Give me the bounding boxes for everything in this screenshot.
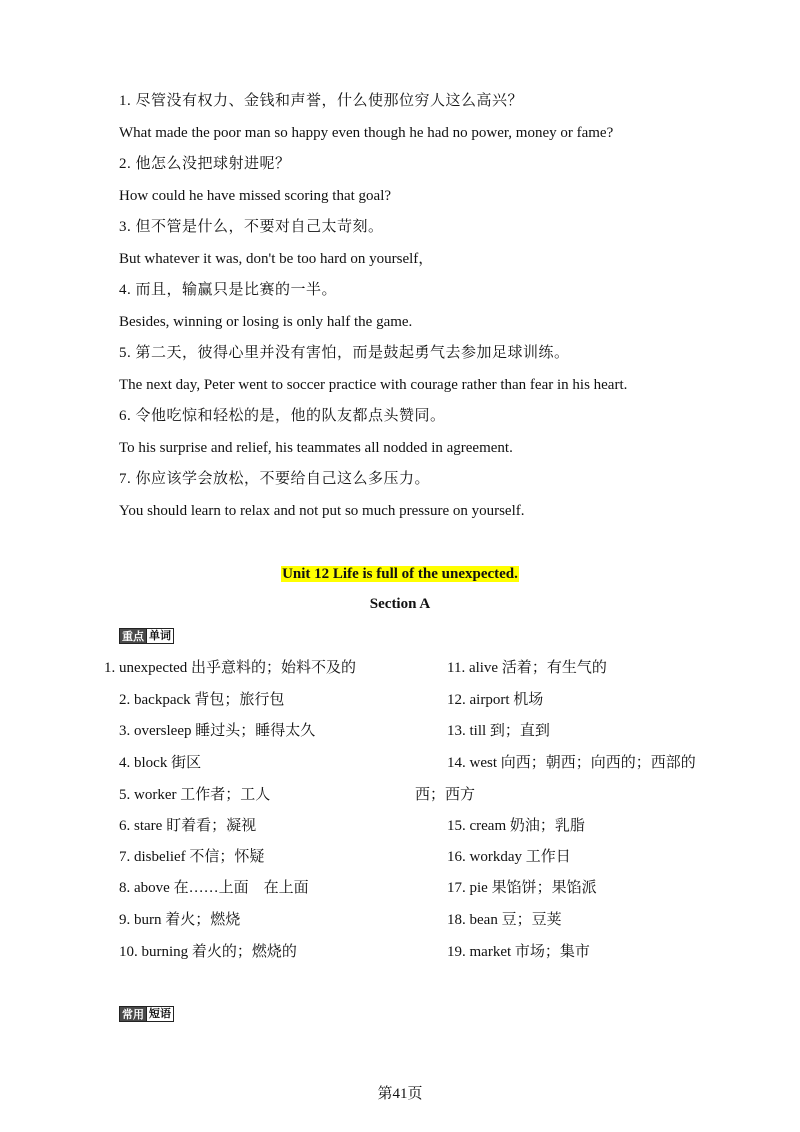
sentence-1-en: What made the poor man so happy even though he had no power, money or fame?: [119, 125, 614, 141]
vocab-item-6: 6. stare 盯着看；凝视: [119, 818, 257, 834]
common-phrases-tag: [119, 1006, 174, 1022]
sentence-2-zh: 2. 他怎么没把球射进呢？: [119, 156, 291, 172]
sentence-7-zh: 7. 你应该学会放松，不要给自己这么多压力。: [119, 471, 431, 487]
vocab-item-13: 13. till 到；直到: [447, 723, 550, 739]
sentence-6-en: To his surprise and relief, his teammates all nodded in agreement.: [119, 440, 513, 456]
vocab-item-8: 8. above 在……上面 在上面: [119, 880, 309, 896]
vocab-item-19: 19. market 市场；集市: [447, 944, 590, 960]
section-title: Section A: [369, 596, 431, 612]
vocab-item-7: 7. disbelief 不信；怀疑: [119, 849, 265, 865]
vocab-item-14: 14. west 向西；朝西；向西的；西部的: [447, 755, 696, 771]
sentence-5-zh: 5. 第二天，彼得心里并没有害怕，而是鼓起勇气去参加足球训练。: [119, 345, 570, 361]
vocab-item-3: 3. oversleep 睡过头；睡得太久: [119, 723, 316, 739]
key-words-tag: [119, 628, 174, 644]
vocab-item-10: 10. burning 着火的；燃烧的: [119, 944, 297, 960]
vocab-item-16: 16. workday 工作日: [447, 849, 571, 865]
sentence-4-en: Besides, winning or losing is only half the game.: [119, 314, 413, 330]
key-words-tag-b: 单词: [147, 628, 174, 644]
key-words-tag-a: 重点: [119, 628, 147, 644]
vocab-item-18: 18. bean 豆；豆荚: [447, 912, 562, 928]
vocab-item-11: 11. alive 活着；有生气的: [447, 660, 607, 676]
sentence-4-zh: 4. 而且，输赢只是比赛的一半。: [119, 282, 338, 298]
sentence-3-zh: 3. 但不管是什么，不要对自己太苛刻。: [119, 219, 384, 235]
vocab-item-17: 17. pie 果馅饼；果馅派: [447, 880, 597, 896]
sentence-2-en: How could he have missed scoring that goal?: [119, 188, 392, 204]
sentence-5-en: The next day, Peter went to soccer practice with courage rather than fear in his heart.: [119, 377, 628, 393]
page-number: 第41页: [377, 1086, 423, 1102]
common-phrases-tag-b: 短语: [147, 1006, 174, 1022]
sentence-1-zh: 1. 尽管没有权力、金钱和声誉，什么使那位穷人这么高兴？: [119, 93, 524, 109]
vocab-item-14-continued: 西；西方: [415, 787, 476, 803]
common-phrases-tag-a: 常用: [119, 1006, 147, 1022]
unit-title: [0, 564, 800, 584]
vocab-item-1: 1. unexpected 出乎意料的；始料不及的: [104, 660, 357, 676]
sentence-6-zh: 6. 令他吃惊和轻松的是，他的队友都点头赞同。: [119, 408, 446, 424]
vocab-item-5: 5. worker 工作者；工人: [119, 787, 271, 803]
vocab-item-9: 9. burn 着火；燃烧: [119, 912, 241, 928]
vocab-item-2: 2. backpack 背包；旅行包: [119, 692, 285, 708]
vocab-item-12: 12. airport 机场: [447, 692, 544, 708]
vocab-item-15: 15. cream 奶油；乳脂: [447, 818, 585, 834]
sentence-7-en: You should learn to relax and not put so much pressure on yourself.: [119, 503, 525, 519]
unit-title-text: Unit 12 Life is full of the unexpected.: [282, 566, 518, 582]
vocab-item-4: 4. block 街区: [119, 755, 202, 771]
sentence-3-en: But whatever it was, don't be too hard on yourself，: [119, 251, 434, 267]
